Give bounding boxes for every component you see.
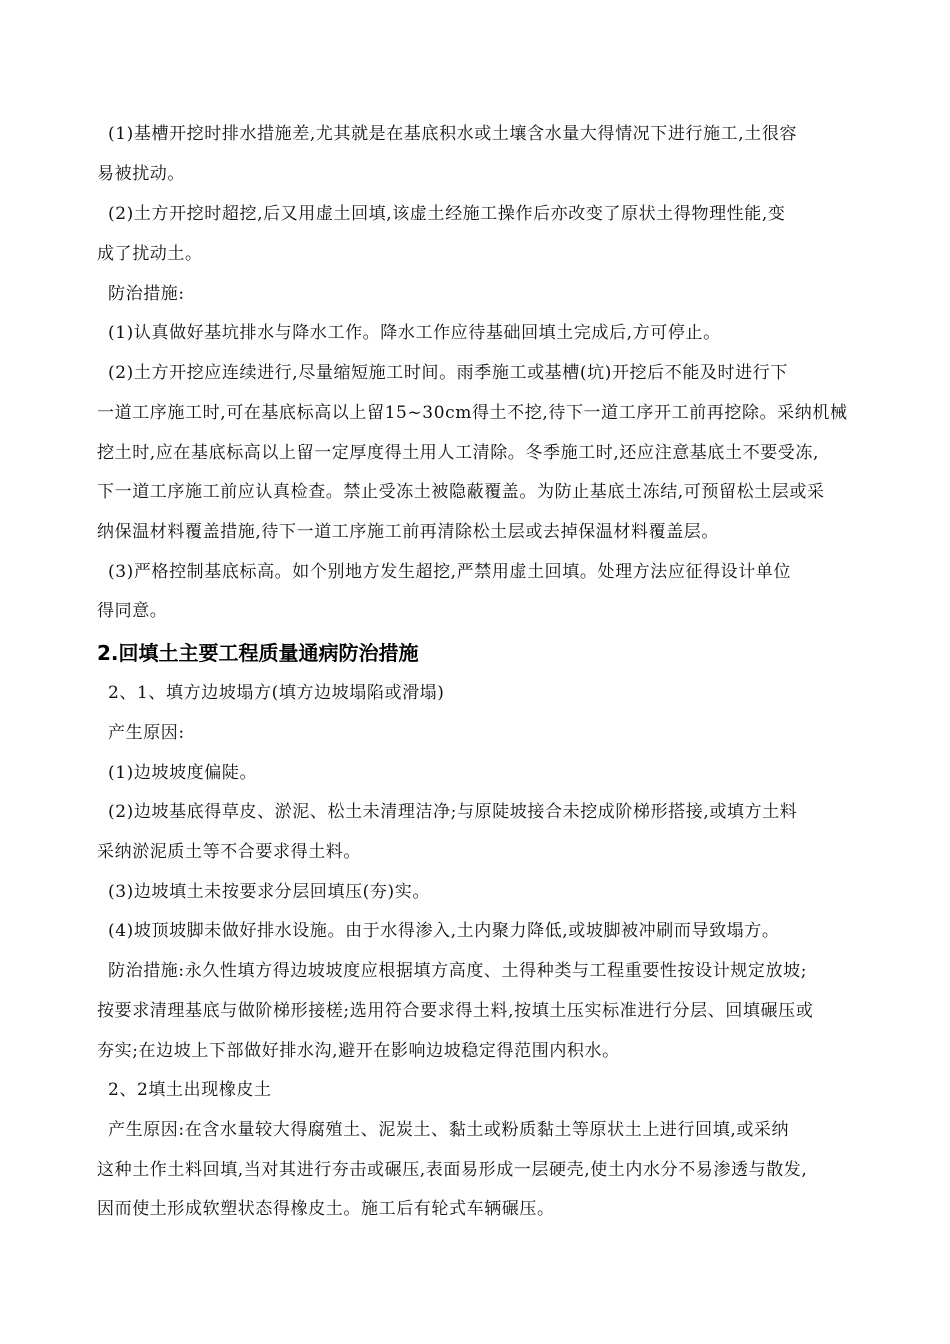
section-heading: 2.回填土主要工程质量通病防治措施 bbox=[97, 641, 419, 665]
document-page: (1)基槽开挖时排水措施差,尤其就是在基底积水或土壤含水量大得情况下进行施工,土很容 易被扰动。 (2)土方开挖时超挖,后又用虚土回填,该虚土经施工操作后亦改变了原状土得物理性能,变 成了扰动土。 防治措施: (1)认真做好基坑排水与降水工作。降水工作应待基础回填土完成后,方可停止。 (2)土方开挖应连续进行,尽量缩短施工时间。雨季施工或基槽(坑)开挖后不能及时进行下 一道工序施工时,可在基底标高以上留15~30cm得土不挖,待下一道工序开工前再挖除。采纳机械 挖土时,应在基底标高以上留一定厚度得土用人工清除。冬季施工时,还应注意基底土不要受冻, 下一道工序施工前应认真检查。禁止受冻土被隐蔽覆盖。为防止基底土冻结,可预留松土层或采 纳保温材料覆盖措施,待下一道工序施工前再清除松土层或去掉保温材料覆盖层。 (3)严格控制基底标高。如个别地方发生超挖,严禁用虚土回填。处理方法应征得设计单位 得同意。 2.回填土主要工程质量通病防治措施 2、1、填方边坡塌方(填方边坡塌陷或滑塌) 产生原因: (1)边坡坡度偏陡。 (2)边坡基底得草皮、淤泥、松土未清理洁净;与原陡坡接合未挖成阶梯形搭接,或填方土料 采纳淤泥质土等不合要求得土料。 (3)边坡填土未按要求分层回填压(夯)实。 (4)坡顶坡脚未做好排水设施。由于水得渗入,土内聚力降低,或坡脚被冲刷而导致塌方。 防治措施:永久性填方得边坡坡度应根据填方高度、土得种类与工程重要性按设计规定放坡; 按要求清理基底与做阶梯形接槎;选用符合要求得土料,按填土压实标准进行分层、回填碾压或 夯实;在边坡上下部做好排水沟,避开在影响边坡稳定得范围内积水。 2、2填土出现橡皮土 产生原因:在含水量较大得腐殖土、泥炭土、黏土或粉质黏土等原状土上进行回填,或采纳 这种土作土料回填,当对其进行夯击或碾压,表面易形成一层硬壳,使土内水分不易渗透与散发, 因而使土形成软塑状态得橡皮土。施工后有轮式车辆碾压。 bbox=[97, 124, 848, 1219]
